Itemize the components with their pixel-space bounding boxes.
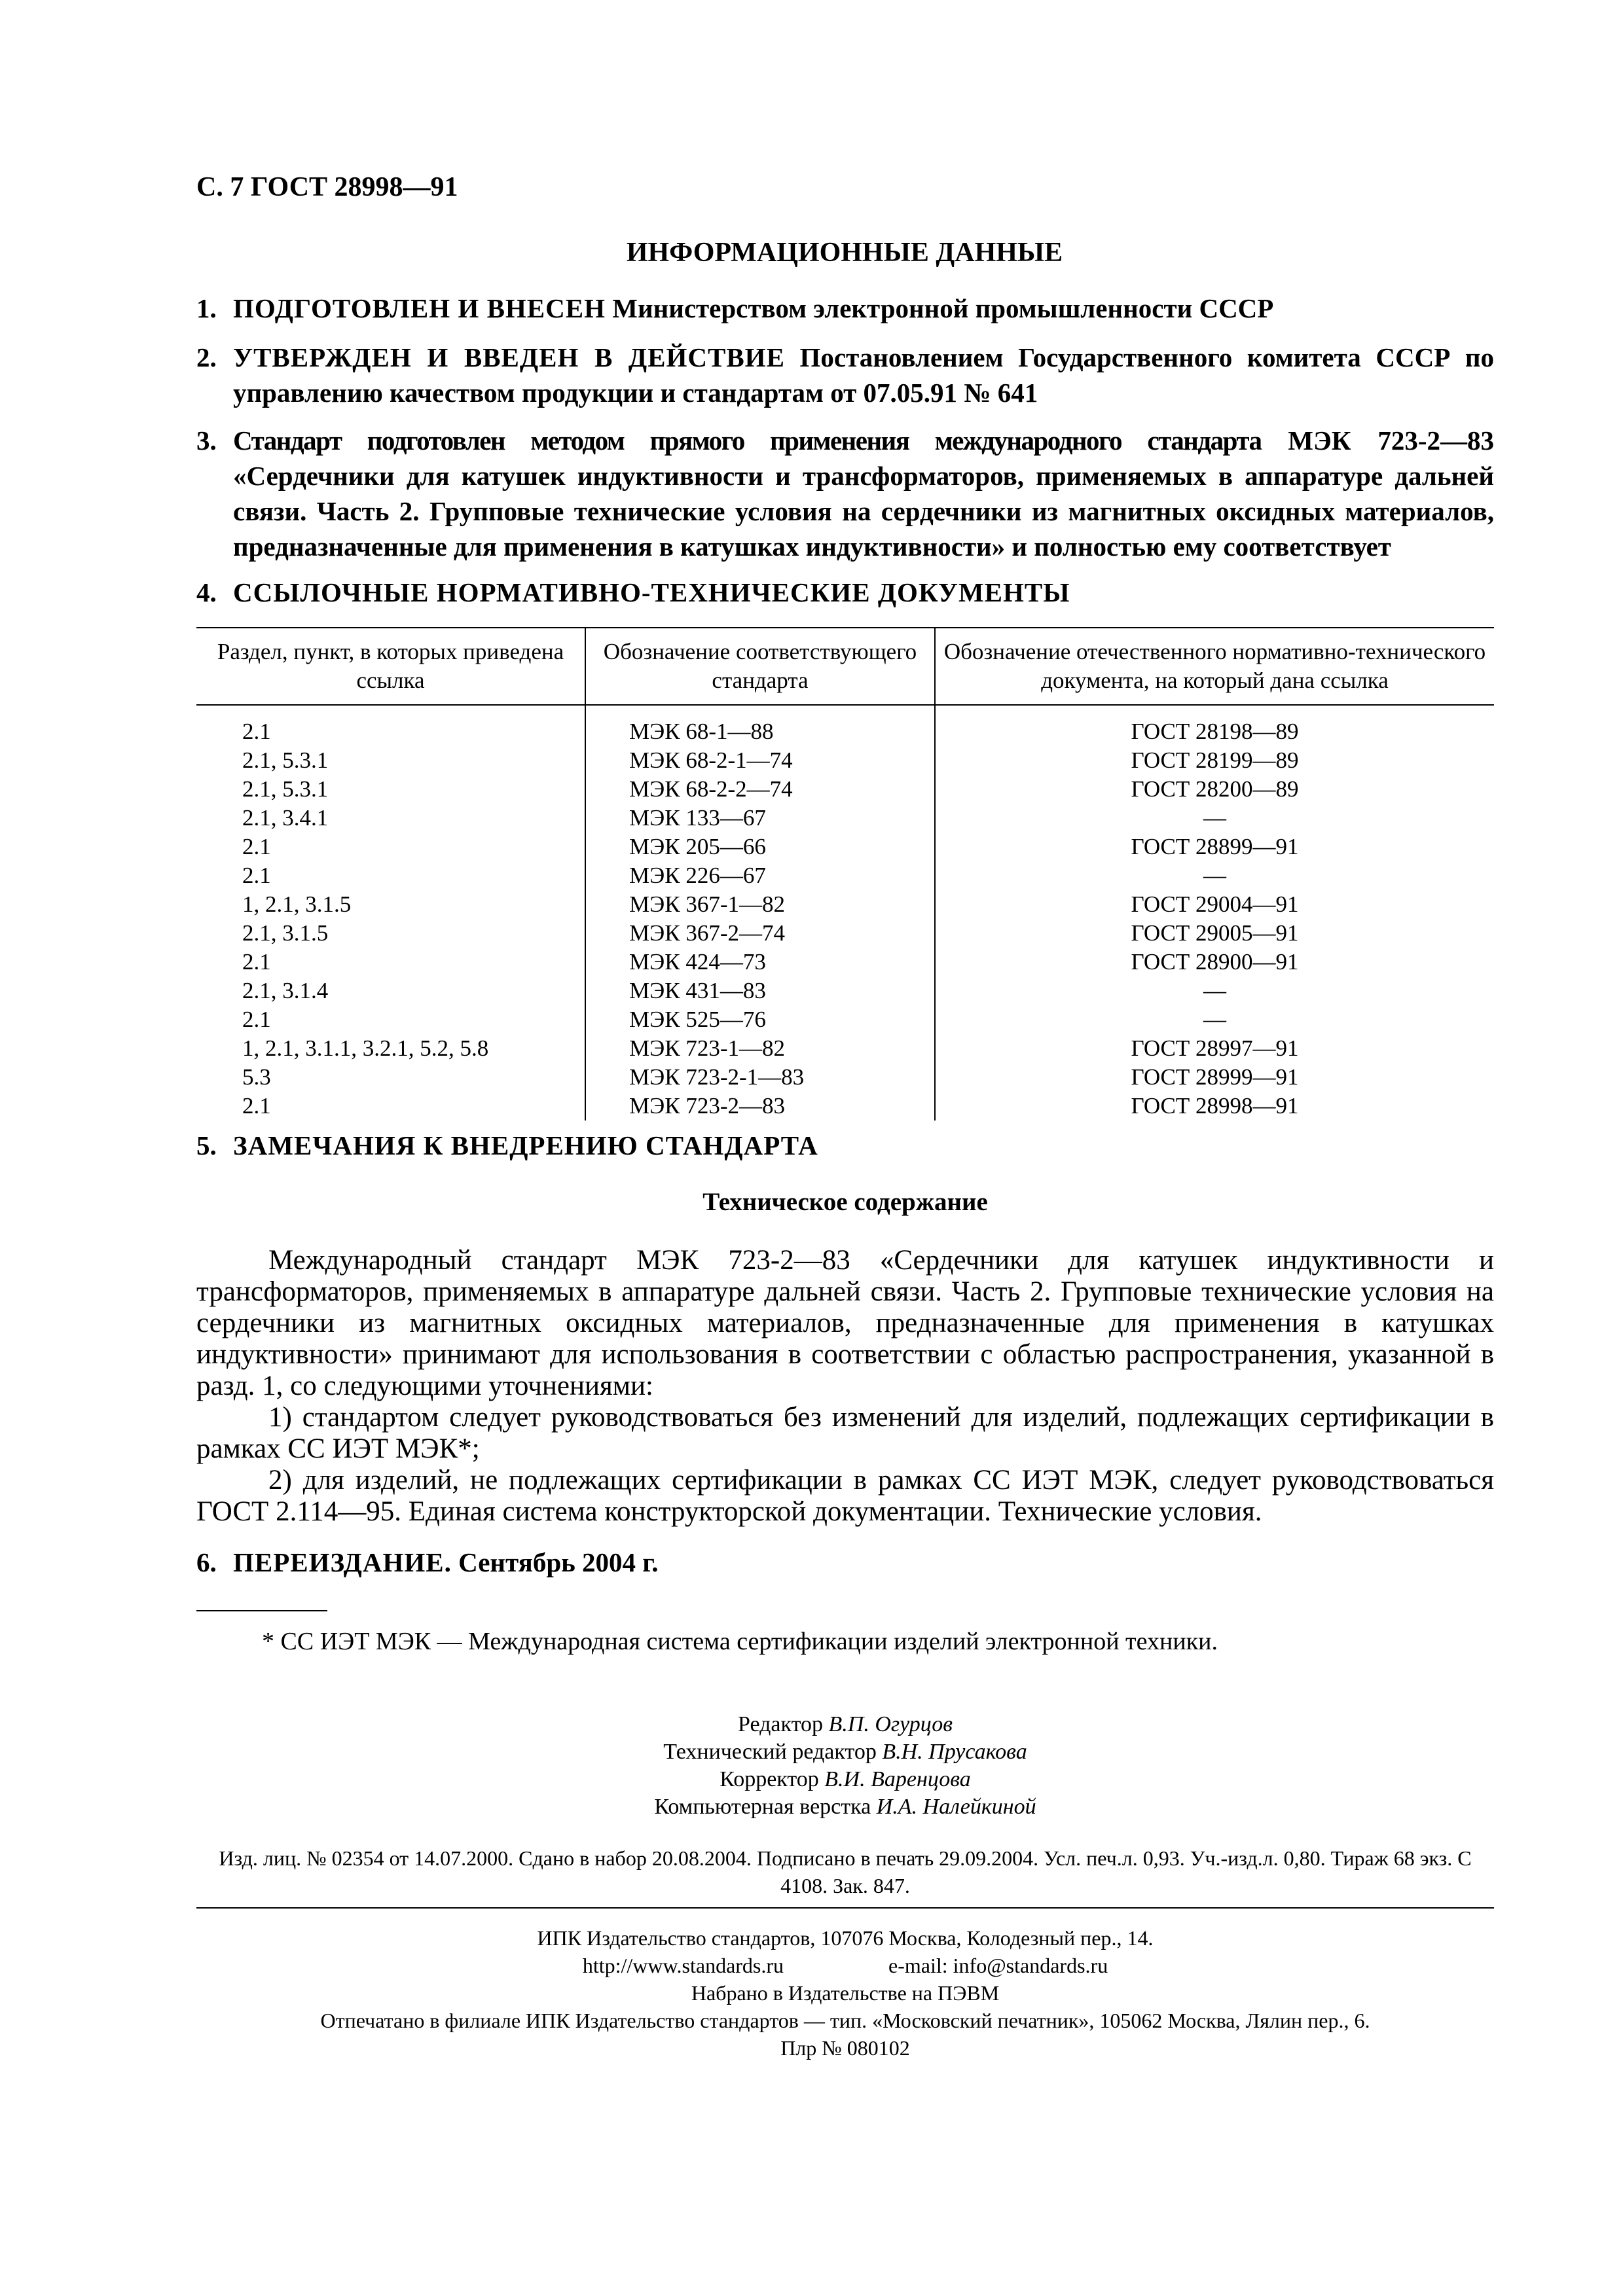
item-lead: ПЕРЕИЗДАНИЕ. (233, 1547, 452, 1577)
ref-national-doc-cell: ГОСТ 28899—91 (935, 833, 1494, 861)
ref-section-cell: 2.1 (242, 834, 271, 859)
item-3 (196, 423, 1494, 564)
ref-standard-cell: МЭК 205—66 (585, 833, 935, 861)
table-row (196, 746, 1494, 775)
ref-national-doc-cell: ГОСТ 28997—91 (935, 1034, 1494, 1063)
item-number: 6. (196, 1547, 217, 1577)
credit-layout: Компьютерная верстка И.А. Налейкиной (654, 1795, 1036, 1819)
ref-national-doc-cell: ГОСТ 28199—89 (935, 746, 1494, 775)
ref-national-doc-cell: ГОСТ 29005—91 (935, 919, 1494, 948)
paragraph: Международный стандарт МЭК 723-2—83 «Сердечники для катушек индуктивности и трансформаторов, применяемых в аппаратуре дальней связи. Часть 2. Групповые технические условия на сердечники из магнитных оксидных материалов, предназначенные для применения в катушках индуктивности» принимают для использования в соответствии с областью распространения, указанной в разд. 1, со следующими уточнениями: (196, 1245, 1494, 1401)
ref-section-cell: 2.1 (242, 719, 271, 744)
ref-section-cell: 1, 2.1, 3.1.5 (242, 891, 352, 917)
page-header: С. 7 ГОСТ 28998—91 (196, 172, 458, 202)
ref-national-doc-cell: — (935, 861, 1494, 890)
ref-national-doc-cell: ГОСТ 28900—91 (935, 948, 1494, 977)
item-5 (196, 1128, 1494, 1163)
section-subtitle: Техническое содержание (702, 1188, 988, 1216)
table-row (196, 977, 1494, 1005)
footnote: * СС ИЭТ МЭК — Международная система сертификации изделий электронной техники. (262, 1628, 1218, 1655)
email-link[interactable]: e-mail: info@standards.ru (888, 1954, 1108, 1977)
ref-section-cell: 2.1 (242, 949, 271, 975)
column-header: Обозначение соответствующего стандарта (585, 628, 935, 705)
reference-table (196, 627, 1494, 1121)
item-4 (196, 575, 1494, 610)
item-1 (196, 291, 1494, 326)
ref-section-cell: 2.1 (242, 1007, 271, 1032)
ref-section-cell: 5.3 (242, 1064, 271, 1090)
item-6 (196, 1545, 1494, 1580)
ref-section-cell: 2.1 (242, 1093, 271, 1119)
ref-standard-cell: МЭК 723-2-1—83 (585, 1063, 935, 1092)
item-number: 1. (196, 293, 217, 323)
table-row (196, 1005, 1494, 1034)
printer-contacts (196, 1952, 1494, 1979)
credit-proofreader: Корректор В.И. Варенцова (720, 1767, 971, 1791)
item-text: Министерством электронной промышленности СССР (606, 293, 1274, 323)
ref-national-doc-cell: ГОСТ 28999—91 (935, 1063, 1494, 1092)
table-body (196, 705, 1494, 1121)
ref-section-cell: 2.1, 3.1.4 (242, 978, 329, 1003)
ref-national-doc-cell: ГОСТ 29004—91 (935, 890, 1494, 919)
printed-note: Отпечатано в филиале ИПК Издательство стандартов — тип. «Московский печатник», 105062 Москва, Лялин пер., 6. (320, 2009, 1370, 2032)
table-row (196, 890, 1494, 919)
credit-editor: Редактор В.П. Огурцов (738, 1712, 953, 1736)
table-row (196, 948, 1494, 977)
ref-standard-cell: МЭК 226—67 (585, 861, 935, 890)
ref-section-cell: 1, 2.1, 3.1.1, 3.2.1, 5.2, 5.8 (242, 1035, 489, 1061)
item-lead: ПОДГОТОВЛЕН И ВНЕСЕН (233, 293, 606, 323)
license-number: Плр № 080102 (780, 2036, 910, 2060)
body-text (196, 1245, 1494, 1528)
ref-standard-cell: МЭК 68-2-2—74 (585, 775, 935, 804)
item-lead: ССЫЛОЧНЫЕ НОРМАТИВНО-ТЕХНИЧЕСКИЕ ДОКУМЕНТЫ (233, 577, 1070, 607)
ref-standard-cell: МЭК 133—67 (585, 804, 935, 833)
table-row (196, 775, 1494, 804)
table-row (196, 1063, 1494, 1092)
printer-info (196, 1924, 1494, 2062)
ref-standard-cell: МЭК 424—73 (585, 948, 935, 977)
table-row (196, 705, 1494, 746)
ref-section-cell: 2.1, 5.3.1 (242, 747, 329, 773)
item-2 (196, 340, 1494, 410)
ref-section-cell: 2.1, 3.4.1 (242, 805, 329, 831)
ref-national-doc-cell: — (935, 977, 1494, 1005)
footnote-rule (196, 1610, 327, 1611)
ref-standard-cell: МЭК 367-2—74 (585, 919, 935, 948)
item-text: Сентябрь 2004 г. (451, 1547, 659, 1577)
website-link[interactable]: http://www.standards.ru (582, 1954, 784, 1977)
ref-section-cell: 2.1, 5.3.1 (242, 776, 329, 802)
table-row (196, 861, 1494, 890)
credits-block (196, 1711, 1494, 1821)
item-number: 3. (196, 425, 217, 456)
table-row (196, 833, 1494, 861)
ref-standard-cell: МЭК 68-2-1—74 (585, 746, 935, 775)
table-row (196, 804, 1494, 833)
column-header: Раздел, пункт, в которых приведена ссылка (196, 628, 585, 705)
printer-address: ИПК Издательство стандартов, 107076 Москва, Колодезный пер., 14. (537, 1926, 1154, 1950)
info-title: ИНФОРМАЦИОННЫЕ ДАННЫЕ (626, 238, 1063, 268)
ref-national-doc-cell: — (935, 1005, 1494, 1034)
table-header-row (196, 628, 1494, 705)
ref-section-cell: 2.1, 3.1.5 (242, 920, 329, 946)
item-text: МЭК 723-2—83 «Сердечники для катушек индуктивности и трансформаторов, применяемых в аппаратуре дальней связи. Часть 2. Групповые технические условия на сердечники из магнитных оксидных материалов, предназначенные для применения в катушках индуктивности» и полностью ему соответствует (233, 425, 1494, 562)
typeset-note: Набрано в Издательстве на ПЭВМ (691, 1981, 1000, 2005)
ref-national-doc-cell: — (935, 804, 1494, 833)
item-number: 5. (196, 1130, 217, 1160)
ref-standard-cell: МЭК 367-1—82 (585, 890, 935, 919)
item-text: Постановлением Государственного комитета СССР по управлению качеством продукции и стандартам от 07.05.91 № 641 (233, 342, 1494, 408)
table-row (196, 919, 1494, 948)
table-row (196, 1034, 1494, 1063)
ref-standard-cell: МЭК 723-2—83 (585, 1092, 935, 1121)
column-header: Обозначение отечественного нормативно-технического документа, на который дана ссылка (935, 628, 1494, 705)
credit-tech-editor: Технический редактор В.Н. Прусакова (663, 1740, 1027, 1764)
paragraph: 1) стандартом следует руководствоваться без изменений для изделий, подлежащих сертификации в рамках СС ИЭТ МЭК*; (196, 1402, 1494, 1464)
item-lead: УТВЕРЖДЕН И ВВЕДЕН В ДЕЙСТВИЕ (233, 342, 785, 372)
item-lead: ЗАМЕЧАНИЯ К ВНЕДРЕНИЮ СТАНДАРТА (233, 1130, 818, 1160)
table-row (196, 1092, 1494, 1121)
ref-standard-cell: МЭК 525—76 (585, 1005, 935, 1034)
ref-standard-cell: МЭК 68-1—88 (585, 705, 935, 746)
publishing-info: Изд. лиц. № 02354 от 14.07.2000. Сдано в набор 20.08.2004. Подписано в печать 29.09.2004. Усл. печ.л. 0,93. Уч.-изд.л. 0,80. Тираж 68 экз. С 4108. Зак. 847. (219, 1846, 1472, 1897)
ref-national-doc-cell: ГОСТ 28998—91 (935, 1092, 1494, 1121)
divider (196, 1907, 1494, 1909)
ref-national-doc-cell: ГОСТ 28198—89 (935, 705, 1494, 746)
item-number: 2. (196, 342, 217, 372)
ref-section-cell: 2.1 (242, 863, 271, 888)
item-lead: Стандарт подготовлен методом прямого применения международного стандарта (233, 425, 1262, 456)
ref-standard-cell: МЭК 431—83 (585, 977, 935, 1005)
item-number: 4. (196, 577, 217, 607)
paragraph: 2) для изделий, не подлежащих сертификации в рамках СС ИЭТ МЭК, следует руководствоваться ГОСТ 2.114—95. Единая система конструкторской документации. Технические условия. (196, 1465, 1494, 1527)
ref-standard-cell: МЭК 723-1—82 (585, 1034, 935, 1063)
ref-national-doc-cell: ГОСТ 28200—89 (935, 775, 1494, 804)
